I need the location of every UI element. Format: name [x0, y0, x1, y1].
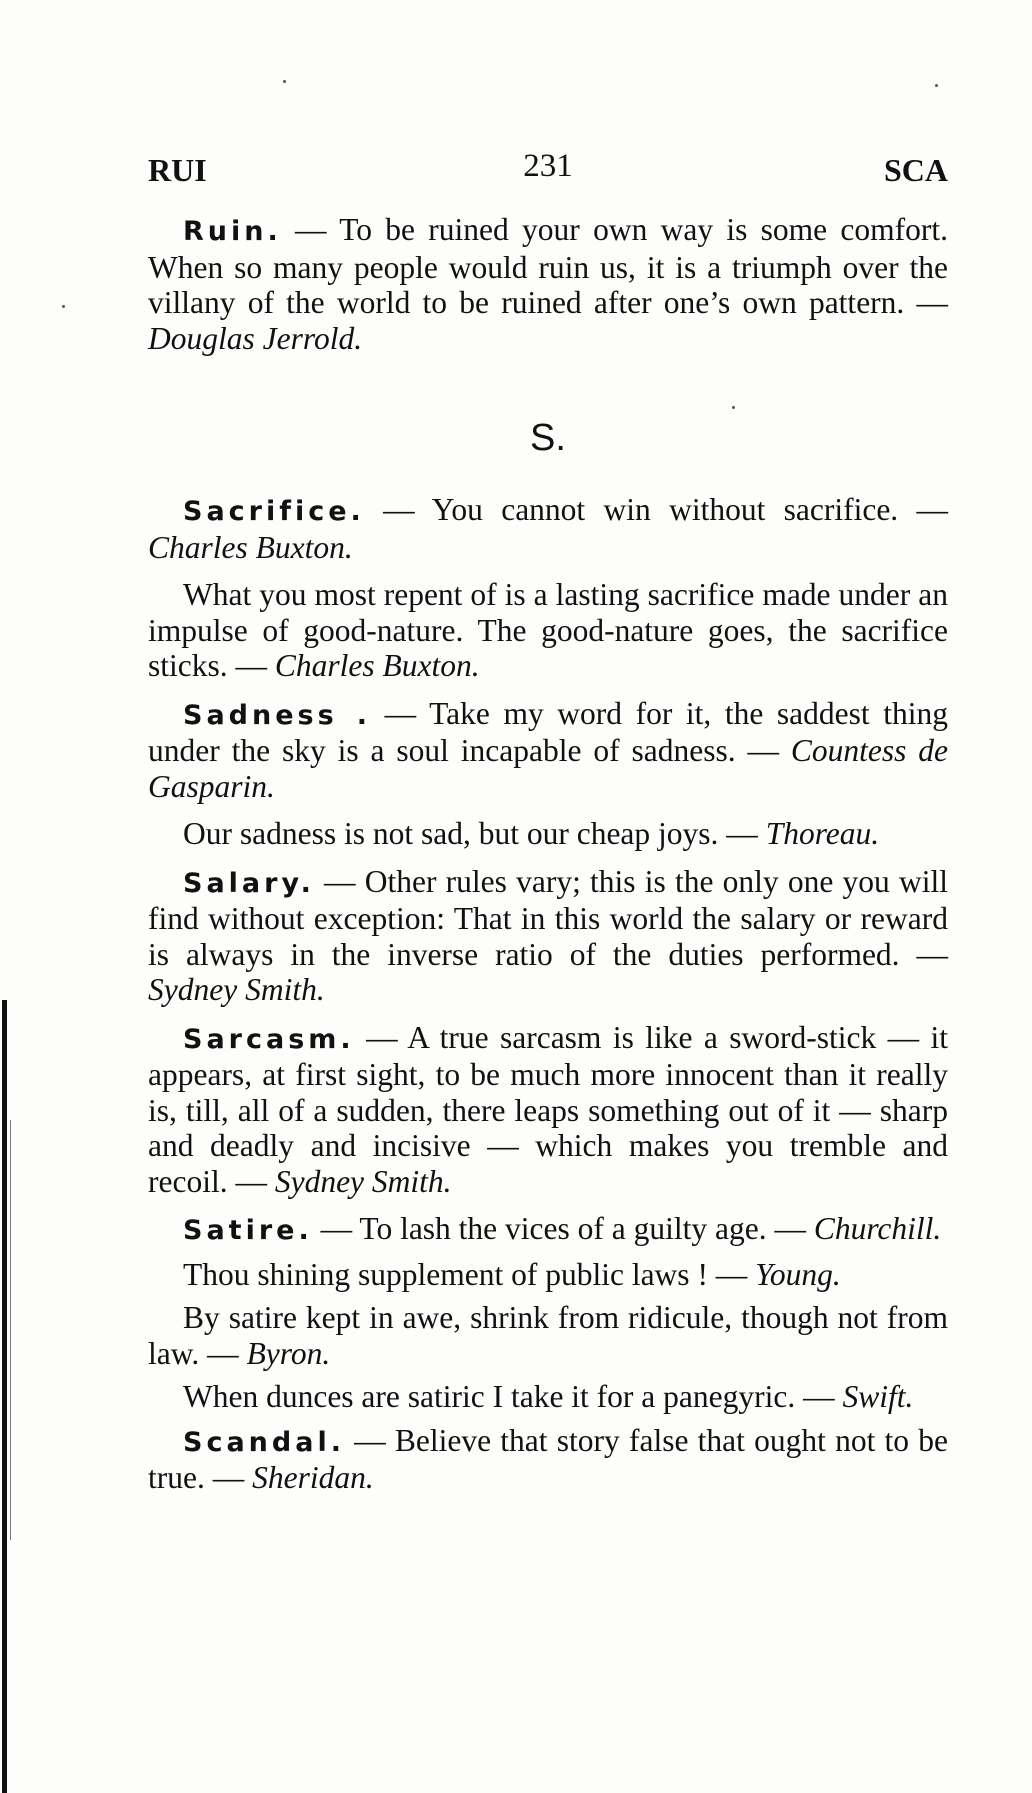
entry-text: — To be ruined your own way is some comfort. When so many people would ruin us, it is a triumph over the villany of the world to be ruined after one’s own pattern. —: [148, 212, 948, 320]
print-speck: [935, 84, 938, 87]
entry-salary: [148, 864, 948, 1008]
entry-author: Douglas Jerrold.: [148, 320, 363, 356]
entry-text: — You cannot win without sacrifice. —: [364, 492, 948, 527]
entry-term: Scandal.: [183, 1426, 345, 1458]
entry-text: When dunces are satiric I take it for a panegyric. —: [183, 1379, 843, 1414]
page-number: 231: [523, 148, 573, 184]
entry-satire: [148, 1211, 948, 1249]
entry-term: Salary.: [183, 867, 315, 899]
entry-sadness: [148, 696, 948, 805]
entry-author: Charles Buxton.: [274, 648, 480, 683]
entry-text: — Believe that story false that ought not to be true. —: [148, 1422, 948, 1495]
entry-text: — Take my word for it, the saddest thing under the sky is a soul incapable of sadness. —: [148, 695, 948, 768]
entry-term: Ruin.: [183, 216, 282, 247]
entry-author: Thoreau.: [765, 816, 880, 851]
entry-term: Satire.: [183, 1215, 313, 1246]
entry-author: Sheridan.: [252, 1460, 374, 1495]
entry-sadness-2: [148, 816, 948, 852]
entry-author: Churchill.: [813, 1211, 942, 1246]
entry-text: — Other rules vary; this is the only one you will find without exception: That in this world the salary or reward is always in the inverse ratio of the duties performed. —: [148, 863, 948, 972]
entry-text: — A true sarcasm is like a sword-stick — it appears, at first sight, to be much more innocent than it really is, till, all of a sudden, there leaps something out of it — sharp and deadly and incisive — which makes you tremble and recoil. —: [148, 1019, 948, 1199]
entry-sarcasm: [148, 1020, 948, 1200]
running-header: [148, 148, 948, 192]
entry-ruin: [148, 212, 948, 356]
print-speck: [62, 305, 65, 308]
entry-author: Sydney Smith.: [274, 1163, 452, 1199]
header-right-guide: SCA: [883, 152, 948, 188]
entry-term: Sadness .: [183, 699, 372, 731]
entry-text: What you most repent of is a lasting sacrifice made under an impulse of good-nature. The good-nature goes, the sacrifice sticks. —: [148, 577, 948, 683]
entry-text: — To lash the vices of a guilty age. —: [312, 1211, 814, 1246]
entry-author: Byron.: [246, 1335, 331, 1371]
page-edge-line: [10, 1120, 11, 1540]
entry-author: Swift.: [842, 1379, 914, 1414]
entry-author: Charles Buxton.: [148, 529, 353, 565]
section-letter-heading: S.: [530, 417, 566, 459]
page-body: [148, 212, 948, 1508]
header-left-guide: RUI: [148, 152, 207, 188]
entry-sacrifice-2: [148, 577, 948, 684]
entry-text: Our sadness is not sad, but our cheap joys. —: [183, 816, 766, 851]
entry-sacrifice: [148, 492, 948, 565]
entry-satire-2: [148, 1257, 948, 1293]
page-edge-shadow: [2, 1000, 7, 1793]
entry-term: Sacrifice.: [183, 496, 365, 527]
entry-author: Sydney Smith.: [148, 972, 325, 1007]
entry-satire-4: [148, 1379, 948, 1415]
entry-author: Countess de Gasparin.: [148, 733, 948, 804]
entry-scandal: [148, 1423, 948, 1496]
entry-text: By satire kept in awe, shrink from ridicule, though not from law. —: [148, 1300, 948, 1371]
entry-author: Young.: [755, 1256, 841, 1292]
entry-satire-3: [148, 1300, 948, 1371]
entry-text: Thou shining supplement of public laws ! —: [183, 1256, 756, 1292]
print-speck: [283, 80, 286, 83]
entry-term: Sarcasm.: [183, 1023, 355, 1055]
